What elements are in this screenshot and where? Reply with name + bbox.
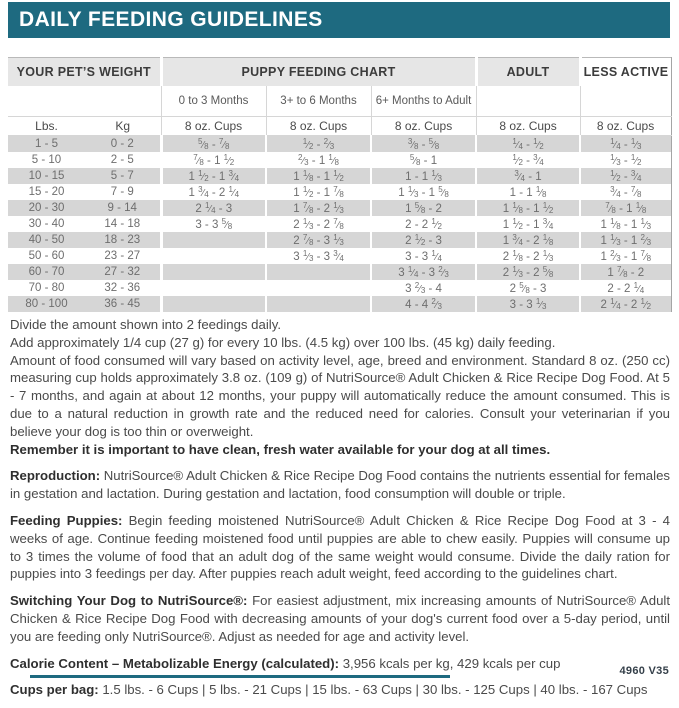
weight-kg-cell: 32 - 36 bbox=[104, 282, 141, 294]
weight-lbs-cell: 60 - 70 bbox=[28, 266, 65, 278]
feeding-amount-cell: 2 $^1$⁄3 - 2 $^7$⁄8 bbox=[266, 216, 371, 232]
unit-header-row bbox=[8, 117, 671, 136]
feeding-amount-cell: 1 $^7$⁄8 - 2 bbox=[580, 264, 671, 280]
month-header-0-3: 0 to 3 Months bbox=[161, 86, 266, 117]
intro-line-1: Divide the amount shown into 2 feedings daily. bbox=[10, 317, 281, 332]
unit-header-kg: Kg bbox=[85, 117, 161, 136]
feeding-amount-cell: 3 - 3 $^1$⁄3 bbox=[476, 296, 580, 312]
table-row bbox=[8, 280, 671, 296]
feeding-amount-cell: 1 $^3$⁄4 - 2 $^1$⁄4 bbox=[161, 184, 266, 200]
feeding-amount-cell: 2 - 2 $^1$⁄2 bbox=[371, 216, 476, 232]
feeding-amount-cell: $^7$⁄8 - 1 $^1$⁄8 bbox=[580, 200, 671, 216]
feeding-table-body bbox=[8, 136, 671, 313]
table-row bbox=[8, 232, 671, 248]
cups-per-bag-lead: Cups per bag: bbox=[10, 682, 99, 698]
title-bar bbox=[8, 2, 670, 38]
weight-kg-cell: 5 - 7 bbox=[110, 170, 134, 182]
feeding-puppies-lead: Feeding Puppies: bbox=[10, 512, 123, 528]
version-code: 4960 V35 bbox=[619, 665, 669, 677]
reproduction-paragraph bbox=[10, 467, 670, 503]
month-header-3-6: 3+ to 6 Months bbox=[266, 86, 371, 117]
feeding-amount-cell: 1 $^1$⁄8 - 1 $^1$⁄2 bbox=[476, 200, 580, 216]
weight-lbs-cell: 80 - 100 bbox=[25, 298, 68, 310]
unit-header-cups-5: 8 oz. Cups bbox=[580, 117, 671, 136]
feeding-amount-cell: 2 $^5$⁄8 - 3 bbox=[476, 280, 580, 296]
adult-group-header: ADULT bbox=[476, 58, 580, 87]
cups-per-bag-text: 1.5 lbs. - 6 Cups | 5 lbs. - 21 Cups | 15 lbs. - 63 Cups | 30 lbs. - 125 Cups | 40 lbs. - 167 Cups bbox=[98, 682, 648, 698]
weight-kg-cell: 0 - 2 bbox=[110, 138, 134, 150]
weight-lbs-cell: 70 - 80 bbox=[28, 282, 65, 294]
weight-lbs-cell: 15 - 20 bbox=[28, 186, 65, 198]
feeding-amount-cell: $^5$⁄8 - 1 bbox=[371, 152, 476, 168]
feeding-amount-cell: 2 - 2 $^1$⁄4 bbox=[580, 280, 671, 296]
feeding-amount-cell: $^2$⁄3 - 1 $^1$⁄8 bbox=[266, 152, 371, 168]
feeding-amount-cell: 3 - 3 $^1$⁄4 bbox=[371, 248, 476, 264]
feeding-amount-cell: 3 $^1$⁄3 - 3 $^3$⁄4 bbox=[266, 248, 371, 264]
switching-lead: Switching Your Dog to NutriSource®: bbox=[10, 593, 248, 609]
feeding-amount-cell: $^1$⁄3 - $^1$⁄2 bbox=[580, 152, 671, 168]
group-header-row bbox=[8, 58, 671, 87]
table-row bbox=[8, 184, 671, 200]
feeding-amount-cell: $^1$⁄4 - $^1$⁄2 bbox=[476, 136, 580, 153]
feeding-amount-cell: 2 $^1$⁄3 - 2 $^5$⁄8 bbox=[476, 264, 580, 280]
weight-kg-cell: 14 - 18 bbox=[104, 218, 141, 230]
feeding-amount-cell: $^3$⁄4 - 1 bbox=[476, 168, 580, 184]
feeding-amount-cell bbox=[161, 280, 266, 296]
table-row bbox=[8, 200, 671, 216]
unit-header-cups-1: 8 oz. Cups bbox=[161, 117, 266, 136]
feeding-amount-cell: $^5$⁄8 - $^7$⁄8 bbox=[161, 136, 266, 153]
month-header-spacer bbox=[8, 86, 161, 117]
weight-kg-cell: 23 - 27 bbox=[104, 250, 141, 262]
less-active-group-header: LESS ACTIVE bbox=[580, 58, 671, 87]
feeding-amount-cell: $^1$⁄2 - $^2$⁄3 bbox=[266, 136, 371, 153]
feeding-amount-cell: 3 $^2$⁄3 - 4 bbox=[371, 280, 476, 296]
feeding-amount-cell: $^3$⁄8 - $^5$⁄8 bbox=[371, 136, 476, 153]
feeding-amount-cell: 3 $^1$⁄4 - 3 $^2$⁄3 bbox=[371, 264, 476, 280]
unit-header-cups-3: 8 oz. Cups bbox=[371, 117, 476, 136]
feeding-amount-cell bbox=[161, 232, 266, 248]
feeding-table bbox=[8, 57, 672, 312]
feeding-amount-cell: $^3$⁄4 - $^7$⁄8 bbox=[580, 184, 671, 200]
feeding-puppies-paragraph bbox=[10, 512, 670, 583]
weight-lbs-cell: 1 - 5 bbox=[34, 138, 58, 150]
unit-header-cups-2: 8 oz. Cups bbox=[266, 117, 371, 136]
feeding-amount-cell: 1 $^1$⁄3 - 1 $^2$⁄3 bbox=[580, 232, 671, 248]
table-row bbox=[8, 168, 671, 184]
feeding-amount-cell: 1 $^1$⁄2 - 1 $^7$⁄8 bbox=[266, 184, 371, 200]
feeding-amount-cell: 4 - 4 $^2$⁄3 bbox=[371, 296, 476, 312]
feeding-amount-cell bbox=[266, 296, 371, 312]
feeding-amount-cell: 1 $^5$⁄8 - 2 bbox=[371, 200, 476, 216]
feeding-amount-cell: 1 $^1$⁄2 - 1 $^3$⁄4 bbox=[476, 216, 580, 232]
feeding-amount-cell: 2 $^1$⁄8 - 2 $^1$⁄3 bbox=[476, 248, 580, 264]
weight-kg-cell: 36 - 45 bbox=[104, 298, 141, 310]
weight-lbs-cell: 20 - 30 bbox=[28, 202, 65, 214]
feeding-amount-cell: 1 $^1$⁄8 - 1 $^1$⁄3 bbox=[580, 216, 671, 232]
month-header-row bbox=[8, 86, 671, 117]
feeding-amount-cell: 1 $^1$⁄8 - 1 $^1$⁄2 bbox=[266, 168, 371, 184]
feeding-amount-cell: 2 $^1$⁄4 - 3 bbox=[161, 200, 266, 216]
feeding-amount-cell bbox=[161, 264, 266, 280]
reproduction-lead: Reproduction: bbox=[10, 468, 101, 484]
calorie-content-paragraph bbox=[10, 655, 670, 673]
weight-kg-cell: 9 - 14 bbox=[107, 202, 137, 214]
weight-lbs-cell: 40 - 50 bbox=[28, 234, 65, 246]
feeding-table-wrap bbox=[8, 57, 671, 312]
feeding-amount-cell bbox=[266, 280, 371, 296]
feeding-amount-cell: 1 $^3$⁄4 - 2 $^1$⁄8 bbox=[476, 232, 580, 248]
feeding-amount-cell: $^7$⁄8 - 1 $^1$⁄2 bbox=[161, 152, 266, 168]
month-header-6-adult: 6+ Months to Adult bbox=[371, 86, 476, 117]
month-header-adult-spacer bbox=[476, 86, 580, 117]
switching-paragraph bbox=[10, 592, 670, 645]
bottom-teal-bar bbox=[30, 675, 450, 678]
intro-paragraph bbox=[10, 316, 670, 458]
feeding-amount-cell bbox=[266, 264, 371, 280]
guidelines-text bbox=[10, 316, 670, 708]
unit-header-lbs: Lbs. bbox=[8, 117, 85, 136]
weight-kg-cell: 2 - 5 bbox=[110, 154, 134, 166]
weight-lbs-cell: 50 - 60 bbox=[28, 250, 65, 262]
feeding-amount-cell: 1 $^1$⁄2 - 1 $^3$⁄4 bbox=[161, 168, 266, 184]
month-header-less-spacer bbox=[580, 86, 671, 117]
feeding-amount-cell bbox=[161, 248, 266, 264]
feeding-amount-cell: $^1$⁄2 - $^3$⁄4 bbox=[580, 168, 671, 184]
feeding-amount-cell: 2 $^7$⁄8 - 3 $^1$⁄3 bbox=[266, 232, 371, 248]
table-row bbox=[8, 264, 671, 280]
feeding-amount-cell: 3 - 3 $^5$⁄8 bbox=[161, 216, 266, 232]
reproduction-text: NutriSource® Adult Chicken & Rice Recipe Dog Food contains the nutrients essential for females in gestation and lactation. During gestation and lactation, food consumption will double or triple. bbox=[10, 468, 670, 502]
weight-lbs-cell: 30 - 40 bbox=[28, 218, 65, 230]
table-row bbox=[8, 136, 671, 153]
table-row bbox=[8, 296, 671, 312]
unit-header-cups-4: 8 oz. Cups bbox=[476, 117, 580, 136]
switching-text: For easiest adjustment, mix increasing amounts of NutriSource® Adult Chicken & Rice Recipe Dog Food with decreasing amounts of your dog's current food over a 5-day period, until you are feeding only NutriSource®. Adjust as needed for age and activity level. bbox=[10, 593, 670, 644]
puppy-group-header: PUPPY FEEDING CHART bbox=[161, 58, 476, 87]
weight-lbs-cell: 5 - 10 bbox=[31, 154, 62, 166]
weight-kg-cell: 27 - 32 bbox=[104, 266, 141, 278]
intro-line-2: Add approximately 1/4 cup (27 g) for every 10 lbs. (4.5 kg) over 100 lbs. (45 kg) daily feeding. bbox=[10, 334, 556, 350]
feeding-amount-cell: 1 - 1 $^1$⁄3 bbox=[371, 168, 476, 184]
feeding-amount-cell: 1 $^1$⁄3 - 1 $^5$⁄8 bbox=[371, 184, 476, 200]
feeding-amount-cell: 2 $^1$⁄4 - 2 $^1$⁄2 bbox=[580, 296, 671, 312]
weight-lbs-cell: 10 - 15 bbox=[28, 170, 65, 182]
weight-kg-cell: 7 - 9 bbox=[110, 186, 134, 198]
cups-per-bag-paragraph bbox=[10, 681, 670, 699]
weight-group-header: YOUR PET’S WEIGHT bbox=[8, 58, 161, 87]
intro-body: Amount of food consumed will vary based on activity level, age, breed and environment. Standard 8 oz. (250 cc) measuring cup holds approximately 3.8 oz. (109 g) of NutriSource® Adult Chicken & Rice Recipe Dog Food. At 5 - 7 months, and again at about 12 months, your puppy will automatically reduce the amount consumed. This is due to a natural reduction in growth rate and the reduced need for calories. Consult your veterinarian if you believe your dog is too thin or overweight. bbox=[10, 352, 670, 439]
feeding-amount-cell: $^1$⁄2 - $^3$⁄4 bbox=[476, 152, 580, 168]
feeding-amount-cell: 1 $^7$⁄8 - 2 $^1$⁄3 bbox=[266, 200, 371, 216]
fresh-water-note: Remember it is important to have clean, fresh water available for your dog at all times. bbox=[10, 441, 551, 457]
calorie-content-text: 3,956 kcals per kg, 429 kcals per cup bbox=[339, 655, 561, 671]
feeding-amount-cell bbox=[161, 296, 266, 312]
feeding-puppies-text: Begin feeding moistened NutriSource® Adult Chicken & Rice Recipe Dog Food at 3 - 4 weeks of age. Continue feeding moistened food until puppies are able to chew easily. Puppies will consume up to 3 times the volume of food that an adult dog of the same weight would consume. Divide the daily ration for puppies into 3 feedings per day. After puppies reach adult weight, feed according to the guidelines chart. bbox=[10, 512, 670, 582]
page-title: DAILY FEEDING GUIDELINES bbox=[19, 8, 323, 31]
weight-kg-cell: 18 - 23 bbox=[104, 234, 141, 246]
feeding-amount-cell: 2 $^1$⁄2 - 3 bbox=[371, 232, 476, 248]
table-row bbox=[8, 152, 671, 168]
feeding-amount-cell: 1 $^2$⁄3 - 1 $^7$⁄8 bbox=[580, 248, 671, 264]
table-row bbox=[8, 216, 671, 232]
feeding-amount-cell: $^1$⁄4 - $^1$⁄3 bbox=[580, 136, 671, 153]
calorie-content-lead: Calorie Content – Metabolizable Energy (calculated): bbox=[10, 655, 340, 671]
feeding-amount-cell: 1 - 1 $^1$⁄8 bbox=[476, 184, 580, 200]
table-row bbox=[8, 248, 671, 264]
